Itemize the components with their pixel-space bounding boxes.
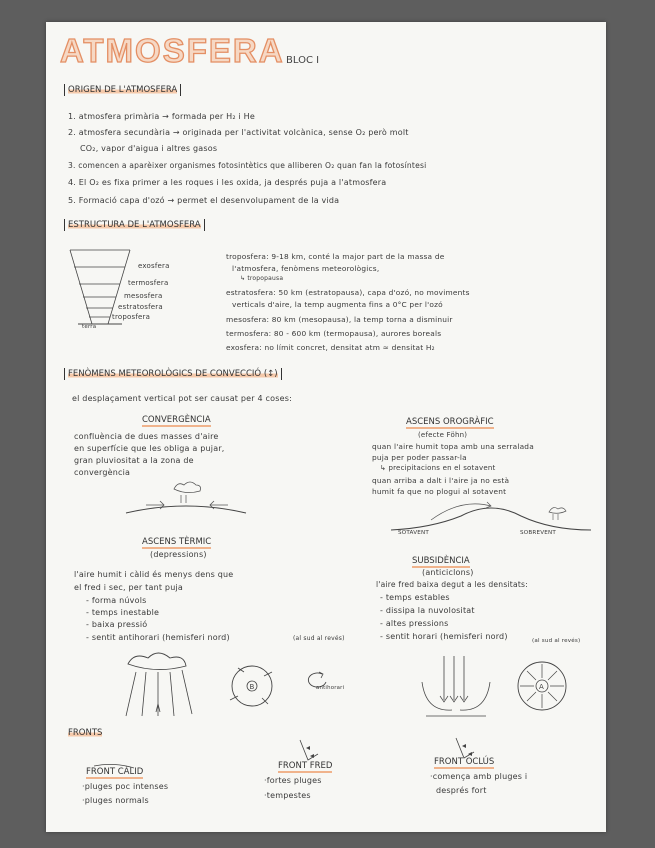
front-calid-line-1: ·pluges poc intenses [82,782,169,791]
origen-line-3: CO₂, vapor d'aigua i altres gasos [80,144,218,153]
orografic-line-3: ↳ precipitacions en el sotavent [380,464,496,472]
origen-line-6: 5. Formació capa d'ozó → permet el desenvolupament de la vida [68,196,340,205]
svg-text:B: B [249,683,255,691]
layer-label-estratosfera: estratosfera [118,303,163,311]
subsidencia-subtitle: (anticiclons) [422,568,474,577]
origen-line-4: 3. comencen a aparèixer organismes fotosintètics que alliberen O₂ quan fan la fotosíntesi [68,161,427,170]
orografic-label-sobrevent: SOBREVENT [520,530,556,536]
svg-text:A: A [539,683,544,691]
orografic-subtitle: (efecte Föhn) [418,431,468,439]
estructura-item-1: troposfera: 9-18 km, conté la major part de la massa de [226,252,445,261]
subsidencia-line-3: - dissipa la nuvolositat [380,606,475,615]
subsidence-descending-air-sketch [418,652,498,722]
estructura-item-6: mesosfera: 80 km (mesopausa), la temp torna a disminuir [226,315,453,324]
section-header-fenomens [64,368,282,380]
subsidencia-line-2: - temps estables [380,593,450,602]
orografic-label-sotavent: SOTAVENT [398,530,429,536]
termic-note: (al sud al revés) [293,635,345,642]
orografic-line-4: quan arriba a dalt i l'aire ja no està [372,476,510,485]
subsidencia-title: SUBSIDÈNCIA [412,556,470,566]
convergencia-line-2: en superfície que les obliga a pujar, [74,444,225,453]
section-header-origen-text: ORIGEN DE L'ATMOSFERA [68,85,178,95]
section-header-estructura-text: ESTRUCTURA DE L'ATMOSFERA [68,220,201,230]
antihorari-label: antihorari [316,685,345,691]
subsidencia-note: (al sud al revés) [532,638,581,644]
termic-line-4: - temps inestable [86,608,160,617]
orografic-line-1: quan l'aire humit topa amb una serralada [372,442,534,451]
low-pressure-cyclone-sketch [222,662,282,712]
estructura-item-4: estratosfera: 50 km (estratopausa), capa d'ozó, no moviments [226,288,470,297]
section-header-fronts-text: FRONTS [68,728,103,738]
estructura-item-8: exosfera: no límit concret, densitat atm ≈ densitat H₂ [226,343,435,352]
orografic-title: ASCENS OROGRÀFIC [406,417,494,427]
convergencia-title: CONVERGÈNCIA [142,415,211,425]
termic-line-3: - forma núvols [86,596,147,605]
layer-label-exosfera: exosfera [138,262,170,270]
front-fred-line-2: ·tempestes [264,791,311,800]
termic-line-6: - sentit antihorari (hemisferi nord) [86,633,230,642]
orografic-line-2: puja per poder passar-la [372,453,467,462]
subsidencia-line-1: l'aire fred baixa degut a les densitats: [376,580,528,589]
termic-subtitle: (depressions) [150,550,207,559]
ground-label: terra [82,324,97,330]
layer-label-termosfera: termosfera [128,279,169,287]
high-pressure-anticyclone-sketch [508,658,578,718]
section-header-fronts [68,728,102,738]
front-oclus-line-2: després fort [436,786,487,795]
origen-line-2: 2. atmosfera secundària → originada per l'activitat volcànica, sense O₂ però molt [68,128,409,137]
termic-title: ASCENS TÈRMIC [142,537,212,547]
layer-label-mesosfera: mesosfera [124,292,163,300]
notes-page [46,22,606,832]
convergencia-line-1: confluència de dues masses d'aire [74,432,219,441]
bloc-label: BLOC I [286,55,320,66]
fenomens-intro: el desplaçament vertical pot ser causat per 4 coses: [72,394,293,403]
front-fred-line-1: ·fortes pluges [264,776,322,785]
termic-line-2: el fred i sec, per tant puja [74,583,183,592]
origen-line-5: 4. El O₂ es fixa primer a les roques i les oxida, ja després puja a l'atmosfera [68,178,387,187]
termic-line-1: l'aire humit i càlid és menys dens que [74,570,234,579]
estructura-item-3: ↳ tropopausa [240,275,284,282]
convergencia-line-4: convergència [74,468,131,477]
convergence-sketch [126,477,246,517]
estructura-item-2: l'atmosfera, fenòmens meteorològics, [232,264,380,273]
page-title: ATMOSFERA [60,32,285,69]
section-header-fenomens-text: FENÒMENS METEOROLÒGICS DE CONVECCIÓ (↕) [68,369,278,379]
section-header-origen [64,84,181,96]
front-oclus-title: FRONT OCLÚS [434,757,495,767]
orografic-line-5: humit fa que no plogui al sotavent [372,487,507,496]
layer-label-troposfera: troposfera [112,313,151,321]
thermal-cloud-sketch [116,652,206,722]
origen-line-1: 1. atmosfera primària → formada per H₂ i He [68,112,256,121]
subsidencia-line-4: - altes pressions [380,619,449,628]
subsidencia-line-5: - sentit horari (hemisferi nord) [380,632,508,641]
termic-line-5: - baixa pressió [86,620,148,629]
front-calid-title: FRONT CÀLID [86,767,144,777]
estructura-item-5: verticals d'aire, la temp augmenta fins a 0°C per l'ozó [232,300,443,309]
estructura-item-7: termosfera: 80 - 600 km (termopausa), aurores boreals [226,329,442,338]
front-oclus-line-1: ·comença amb pluges i [430,772,528,781]
section-header-estructura [64,219,205,231]
front-calid-line-2: ·pluges normals [82,796,149,805]
front-fred-title: FRONT FRED [278,761,333,771]
convergencia-line-3: gran pluviositat a la zona de [74,456,194,465]
